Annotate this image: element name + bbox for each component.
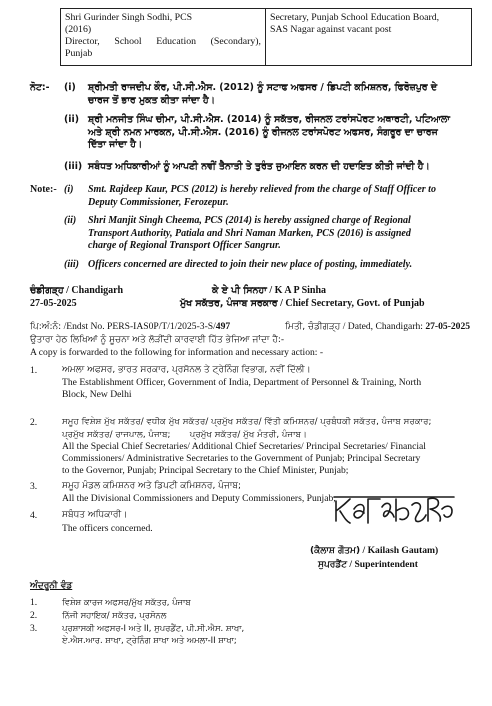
en-note-num: (iii) [64, 259, 79, 270]
recipient-pa-line: ਪ੍ਰਮੁੱਖ ਸਕੱਤਰ/ ਰਾਜਪਾਲ, ਪੰਜਾਬ; ਪ੍ਰਮੁੱਖ ਸਕੱਤਰ/ ਮੁੱਖ ਮੰਤਰੀ, ਪੰਜਾਬ। [62, 429, 307, 440]
pa-note-item [88, 161, 478, 174]
posting-line: Secretary, Punjab School Education Board, [270, 12, 440, 23]
pa-note-num: (i) [64, 82, 76, 93]
recipient-en-line: The Establishment Officer, Government of India, Department of Personnel & Training, North [62, 377, 422, 388]
en-note-item [88, 259, 478, 272]
endorsement-number [30, 321, 230, 334]
internal-heading: ਅੰਦਰੂਨੀ ਵੰਡ [30, 581, 73, 591]
endst-date-pa: ਮਿਤੀ, ਚੰਡੀਗੜ੍ਹ [285, 322, 341, 332]
internal-item: ਨਿੱਜੀ ਸਹਾਇਕ/ ਸਕੱਤਰ, ਪ੍ਰਸੋਨਲ [62, 610, 167, 620]
recipient-en: All the Divisional Commissioners and Deputy Commissioners, Punjab; [62, 493, 336, 504]
officer-line: Shri Gurinder Singh Sodhi, PCS [65, 12, 193, 23]
en-note-num: (i) [64, 184, 74, 195]
en-note-line: Shri Manjit Singh Cheema, PCS (2014) is hereby assigned charge of Regional [88, 215, 411, 226]
signatory-name-en: / K A P Sinha [266, 285, 327, 296]
officer-line: Director, School Education (Secondary), [65, 36, 261, 47]
recipient-pa-line: ਸਮੂਹ ਵਿਸ਼ੇਸ਼ ਮੁੱਖ ਸਕੱਤਰ/ ਵਧੀਕ ਮੁੱਖ ਸਕੱਤਰ/ ਪ੍ਰਮੁੱਖ ਸਕੱਤਰ/ ਵਿੱਤੀ ਕਮਿਸ਼ਨਰ/ ਪ੍ਰਬੰਧਕੀ ਸਕੱਤਰ, ਪੰਜਾਬ ਸਰਕਾਰ; [62, 417, 432, 427]
endst-pa: ਪਿ:ਅੰ:ਨੰ: [30, 322, 62, 332]
copy-intro-en: A copy is forwarded to the following for information and necessary action: - [30, 347, 324, 358]
recipient-num: 3. [30, 481, 38, 492]
officer-line: Punjab [65, 48, 93, 59]
posting-table [60, 8, 472, 66]
en-note-line: Officers concerned are directed to join their new place of posting, immediately. [88, 259, 413, 270]
endorsement-date [285, 321, 470, 334]
officer-cell [61, 9, 266, 65]
internal-num: 2. [30, 610, 38, 621]
en-note-num: (ii) [64, 215, 77, 226]
recipient-pa [62, 416, 482, 441]
place-pa: ਚੰਡੀਗੜ੍ਹ [30, 285, 64, 296]
internal-num: 3. [30, 623, 38, 634]
endst-label: /Endst No. [61, 321, 108, 332]
endst-date-en: / Dated, Chandigarh: [340, 321, 426, 332]
pa-note-line: ਚਾਰਜ ਤੋਂ ਭਾਰ ਮੁਕਤ ਕੀਤਾ ਜਾਂਦਾ ਹੈ। [88, 94, 215, 106]
en-note-line: Smt. Rajdeep Kaur, PCS (2012) is hereby relieved from the charge of Staff Officer to [88, 184, 436, 195]
signatory-title-en: / Chief Secretary, Govt. of Punjab [277, 298, 425, 309]
copy-intro-pa: ਉਤਾਰਾ ਹੇਠ ਲਿਖਿਆਂ ਨੂੰ ਸੂਚਨਾ ਅਤੇ ਲੋੜੀਂਦੀ ਕਾਰਵਾਈ ਹਿੱਤ ਭੇਜਿਆ ਜਾਂਦਾ ਹੈ:- [30, 335, 285, 345]
superintendent-title-en: / Superintendent [347, 559, 418, 570]
pa-note-line: ਦਿੱਤਾ ਜਾਂਦਾ ਹੈ। [88, 139, 143, 151]
recipient-num: 4. [30, 510, 38, 521]
recipient-en: The officers concerned. [62, 523, 153, 534]
place-line [30, 285, 123, 298]
superintendent-name [310, 545, 438, 558]
posting-line: SAS Nagar against vacant post [270, 24, 392, 35]
endst-date: 27-05-2025 [425, 321, 471, 332]
pa-note-line: ਸਬੰਧਤ ਅਧਿਕਾਰੀਆਂ ਨੂੰ ਆਪਣੀ ਨਵੀਂ ਤੈਨਾਤੀ ਤੇ ਤੁਰੰਤ ਜੁਆਇਨ ਕਰਨ ਦੀ ਹਦਾਇਤ ਕੀਤੀ ਜਾਂਦੀ ਹੈ। [88, 161, 430, 172]
en-note-line: charge of Regional Transport Officer Sangrur. [88, 240, 281, 252]
recipient-en [62, 441, 482, 476]
recipient-en [62, 377, 482, 401]
pa-note-line: ਸ਼੍ਰੀ ਮਨਜੀਤ ਸਿੰਘ ਚੀਮਾ, ਪੀ.ਸੀ.ਐਸ. (2014) ਨੂੰ ਸਕੱਤਰ, ਰੀਜਨਲ ਟਰਾਂਸਪੋਰਟ ਅਥਾਰਟੀ, ਪਟਿਆਲਾ [88, 114, 450, 125]
superintendent-title [318, 559, 418, 572]
recipient-en-line: Block, New Delhi [62, 388, 132, 400]
recipient-en-line: All the Special Chief Secretaries/ Additional Chief Secretaries/ Principal Secretaries/ Financial [62, 441, 426, 452]
pa-note-num: (iii) [64, 161, 83, 172]
recipient-pa: ਸਮੂਹ ਮੰਡਲ ਕਮਿਸ਼ਨਰ ਅਤੇ ਡਿਪਟੀ ਕਮਿਸ਼ਨਰ, ਪੰਜਾਬ; [62, 481, 242, 491]
internal-item-line: ਪ੍ਰਸ਼ਾਸਕੀ ਅਫਸਰ-I ਅਤੇ II, ਸੁਪਰਡੈਂਟ, ਪੀ.ਸੀ.ਐਸ. ਸ਼ਾਖਾ, [62, 623, 245, 633]
pa-note-item [88, 82, 478, 107]
pa-note-line: ਸ਼੍ਰੀਮਤੀ ਰਾਜਦੀਪ ਕੌਰ, ਪੀ.ਸੀ.ਐਸ. (2012) ਨੂੰ ਸਟਾਫ ਅਫਸਰ / ਡਿਪਟੀ ਕਮਿਸ਼ਨਰ, ਫਿਰੋਜ਼ਪੁਰ ਦੇ [88, 82, 438, 93]
signature-image [330, 491, 460, 535]
pa-note-item [88, 114, 478, 152]
signatory-name-pa: ਕੇ ਏ ਪੀ ਸਿਨਹਾ [212, 285, 267, 296]
signatory-title [180, 298, 425, 311]
superintendent-name-en: / Kailash Gautam) [360, 545, 439, 556]
en-note-line: Deputy Commissioner, Ferozepur. [88, 196, 229, 208]
superintendent-title-pa: ਸੁਪਰਡੈਂਟ [318, 560, 347, 570]
pa-note-line: ਅਤੇ ਸ਼੍ਰੀ ਨਮਨ ਮਾਰਕਨ, ਪੀ.ਸੀ.ਐਸ. (2016) ਨੂੰ ਰੀਜਨਲ ਟਰਾਂਸਪੋਰਟ ਅਫਸਰ, ਸੰਗਰੂਰ ਦਾ ਚਾਰਜ [88, 126, 438, 138]
endst-no: PERS-IAS0P/T/1/2025-3-S/ [107, 321, 216, 332]
en-note-line: Transport Authority, Patiala and Shri Naman Marken, PCS (2016) is assigned [88, 227, 411, 239]
en-note-item [88, 215, 478, 253]
recipient-en-line: Commissioners/ Administrative Secretaries to the Government of Punjab; Principal Secretary [62, 452, 421, 464]
signatory-name [212, 285, 326, 298]
internal-item-line: ਏ.ਐਸ.ਆਰ. ਸ਼ਾਖਾ, ਟ੍ਰੇਨਿੰਗ ਸ਼ਾਖਾ ਅਤੇ ਅਮਲਾ-II ਸ਼ਾਖਾ; [62, 635, 237, 646]
pa-note-label: ਨੋਟ:- [30, 82, 50, 93]
recipient-num: 1. [30, 365, 38, 376]
issue-date: 27-05-2025 [30, 298, 77, 309]
internal-item: ਵਿਸ਼ੇਸ਼ ਕਾਰਜ ਅਫਸਰ/ਮੁੱਖ ਸਕੱਤਰ, ਪੰਜਾਬ [62, 597, 191, 607]
officer-line: (2016) [65, 24, 92, 35]
pa-note-num: (ii) [64, 114, 79, 125]
endst-no-bold: 497 [215, 321, 231, 332]
recipient-num: 2. [30, 417, 38, 428]
en-note-item [88, 184, 478, 209]
superintendent-name-pa: (ਕੈਲਾਸ਼ ਗੌਤਮ) [310, 546, 361, 556]
place-en: / Chandigarh [63, 285, 124, 296]
recipient-pa: ਸਬੰਧਤ ਅਧਿਕਾਰੀ। [62, 510, 128, 520]
posting-cell [266, 9, 471, 65]
internal-num: 1. [30, 597, 38, 608]
signatory-title-pa: ਮੁੱਖ ਸਕੱਤਰ, ਪੰਜਾਬ ਸਰਕਾਰ [180, 298, 278, 309]
en-note-label: Note:- [30, 184, 57, 195]
recipient-pa: ਅਮਲਾ ਅਫਸਰ, ਭਾਰਤ ਸਰਕਾਰ, ਪ੍ਰਸੋਨਲ ਤੇ ਟ੍ਰੇਨਿੰਗ ਵਿਭਾਗ, ਨਵੀਂ ਦਿੱਲੀ। [62, 365, 311, 375]
internal-item [62, 622, 244, 647]
recipient-en-line: to the Governor, Punjab; Principal Secretary to the Chief Minister, Punjab; [62, 464, 349, 476]
